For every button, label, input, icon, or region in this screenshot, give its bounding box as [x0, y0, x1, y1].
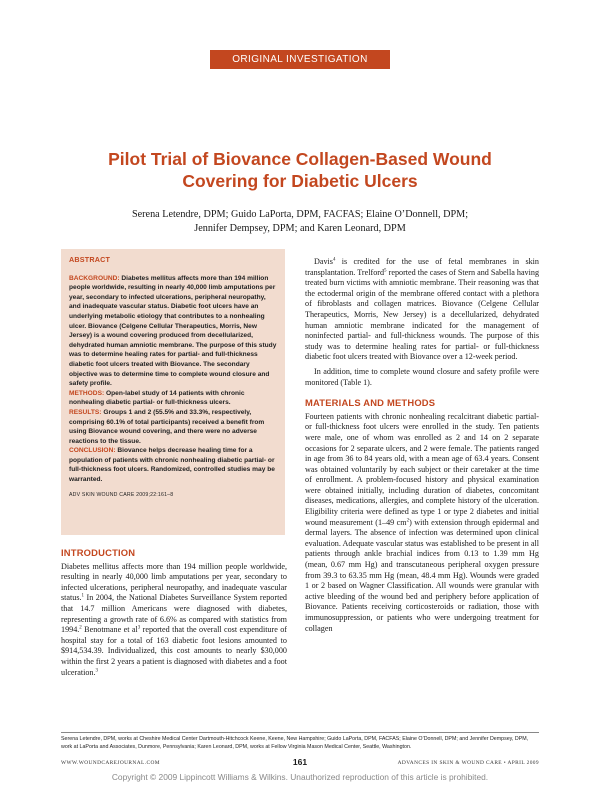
ref-1: 1	[81, 593, 85, 599]
authors-line-1: Serena Letendre, DPM; Guido LaPorta, DPM, FACFAS; Elaine O’Donnell, DPM;	[131, 209, 469, 220]
abstract-methods	[69, 389, 277, 408]
title-line-1: Pilot Trial of Biovance Collagen-Based Wound	[108, 149, 492, 169]
conclusion-label: CONCLUSION:	[69, 447, 116, 455]
introduction-heading: INTRODUCTION	[61, 547, 136, 558]
journal-citation: ADV SKIN WOUND CARE 2009;22:161–8	[69, 491, 174, 498]
right-text-1: Davis	[314, 257, 333, 266]
intro-text-2: In 2004, the National Diabetes Surveillance System reported that 14.7 million Americans were diagnosed with diabetes, representing a growth rate of 6.6% as compared with statistics from 1994.	[61, 593, 287, 635]
conclusion-text: Biovance helps decrease healing time for a population of patients with chronic nonhealing diabetic partial- or full-thickness foot ulcers. Randomized, controlled studies may be warranted.	[69, 447, 275, 484]
title-line-2: Covering for Diabetic Ulcers	[182, 171, 418, 191]
results-text: Groups 1 and 2 (55.5% and 33.3%, respectively, comprising 60.1% of total participants) received a benefit from using Biovance wound covering, and there were no adverse reactions to the tissue.	[69, 408, 265, 445]
article-title	[40, 148, 560, 192]
intro-text-4: reported that the overall cost expenditure of hospital stay for a total of 163 diabetic foot lesions amounted to $914,534.39. Individualized, this cost amounts to nearly $30,000 within the first 2 years a patient is diagnosed with diabetes and a foot ulceration.	[61, 625, 288, 677]
page-number: 161	[292, 757, 308, 767]
methods-text-1: Fourteen patients with chronic nonhealing recalcitrant diabetic partial- or full-thickness foot ulcers were enrolled in the study. Ten patients were male, one of whom was enrolled as 2 and 14 on 2 separate occasions for 2 separate ulcers, and 2 were female. The patients ranged in age from 36 to 84 years old, with a mean age of 63.4 years. Consent was obtained voluntarily by each subject or their caretaker at the time of enrollment. A problem-focused history and physical examination were obtained initially, including duration of diabetes, concomitant diseases, medications, allergies, and complete history of the ulceration. Eligibility criteria were defined as type 1 or type 2 diabetes and initial wound measurement (1–49 cm	[305, 411, 539, 527]
methods-label: METHODS:	[69, 389, 105, 397]
right-paragraph-2: In addition, time to complete wound closure and safety profile were monitored (Table 1).	[305, 366, 539, 387]
introduction-paragraph	[61, 562, 287, 679]
right-paragraph-1	[305, 257, 539, 363]
right-text-2: is credited for the use of fetal membranes in skin transplantation. Trelford	[305, 257, 539, 277]
ref-4: 4	[332, 257, 336, 263]
abstract-results	[69, 408, 277, 446]
journal-issue: ADVANCES IN SKIN & WOUND CARE • APRIL 2009	[397, 760, 539, 766]
intro-text-1: Diabetes mellitus affects more than 194 million people worldwide, resulting in nearly 40,000 limb amputations per year, secondary to infected ulcerations, peripheral neuropathy, and inadequate vascular status.	[61, 561, 287, 603]
methods-paragraph	[305, 412, 539, 634]
cm-squared: 2	[406, 517, 410, 523]
right-text-3: reported the cases of Stern and Sabella having treated burn victims with amniotic membrane. Their reasoning was that the ectodermal origin of the membrane offered contact with a plethora of fibroblasts and collagen matrices. Biovance (Celgene Cellular Therapeutics, Morris, New Jersey) is a decellularized, dehydrated human amniotic membrane indicated for the management of noninfected partial- and full-thickness wounds. The purpose of this study was to determine healing rates for partial- or full-thickness diabetic foot ulcers treated with Biovance over a 12-week period.	[305, 267, 540, 362]
abstract-conclusion	[69, 446, 277, 484]
abstract-background	[69, 274, 277, 389]
ref-2: 2	[79, 625, 82, 631]
ref-5: 5	[384, 267, 387, 273]
materials-methods-heading: MATERIALS AND METHODS	[305, 397, 436, 409]
background-text: Diabetes mellitus affects more than 194 million people worldwide, resulting in nearly 40,000 limb amputations per year, secondary to infected ulcerations, peripheral neuropathy, and inadequate vascular status. Diabetic foot ulcers have an underlying metabolic etiology that contributes to a nonhealing ulcer. Biovance (Celgene Cellular Therapeutics, Morris, New Jersey) is a wound covering produced from decellularized, dehydrated human amniotic membrane. The purpose of this study was to determine healing rates for partial- and full-thickness diabetic foot ulcers treated with Biovance. The secondary objective was to determine time to complete wound closure and safety profile.	[69, 274, 277, 388]
results-label: RESULTS:	[69, 408, 102, 416]
ref-3: 3	[137, 625, 141, 631]
left-column-body	[61, 548, 287, 678]
right-column-body	[305, 257, 539, 634]
abstract-box	[61, 249, 285, 535]
journal-url[interactable]: WWW.WOUNDCAREJOURNAL.COM	[61, 760, 160, 766]
background-label: BACKGROUND:	[69, 274, 120, 282]
author-affiliations: Serena Letendre, DPM, works at Cheshire Medical Center Dartmouth-Hitchcock Keene, Keene, New Hampshire; Guido LaPorta, DPM, FACFAS; Elaine O’Donnell, DPM; and Jennifer Dempsey, DPM, work at LaPorta and Associates, Dunmore, Pennsylvania; Karen Leonard, DPM, works at Fellow Virginia Mason Medical Center, Seattle, Washington.	[61, 736, 529, 750]
intro-text-3: Benotmane et al	[81, 625, 138, 635]
ref-3b: 3	[95, 667, 99, 673]
authors-line-2: Jennifer Dempsey, DPM; and Karen Leonard, DPM	[194, 222, 406, 234]
author-list	[40, 208, 560, 235]
abstract-heading: ABSTRACT	[69, 255, 111, 264]
copyright-notice: Copyright © 2009 Lippincott Williams & Wilkins. Unauthorized reproduction of this article is prohibited.	[111, 772, 489, 782]
footnote-divider	[61, 732, 539, 733]
section-banner: ORIGINAL INVESTIGATION	[210, 50, 390, 69]
methods-text-2: ) with extension through epidermal and dermal layers. The absence of infection was determined upon clinical evaluation. Adequate vascular status was established to be present in all patients through ankle brachial indices from 0.13 to 1.39 mm Hg (mean, 0.67 mm Hg) and transcutaneous peripheral oxygen pressure from 39.3 to 63.35 mm Hg (mean, 48.4 mm Hg). Wounds were graded 1 or 2 based on Wagner Classification. All wounds were granular with active bleeding of the wound bed and periphery before application of Biovance. Patients receiving corticosteroids or radiation, those with immunosuppression, or patients who were undergoing treatment for collagen	[305, 517, 539, 633]
methods-text: Open-label study of 14 patients with chronic nonhealing diabetic partial- or full-thickness ulcers.	[69, 389, 245, 407]
